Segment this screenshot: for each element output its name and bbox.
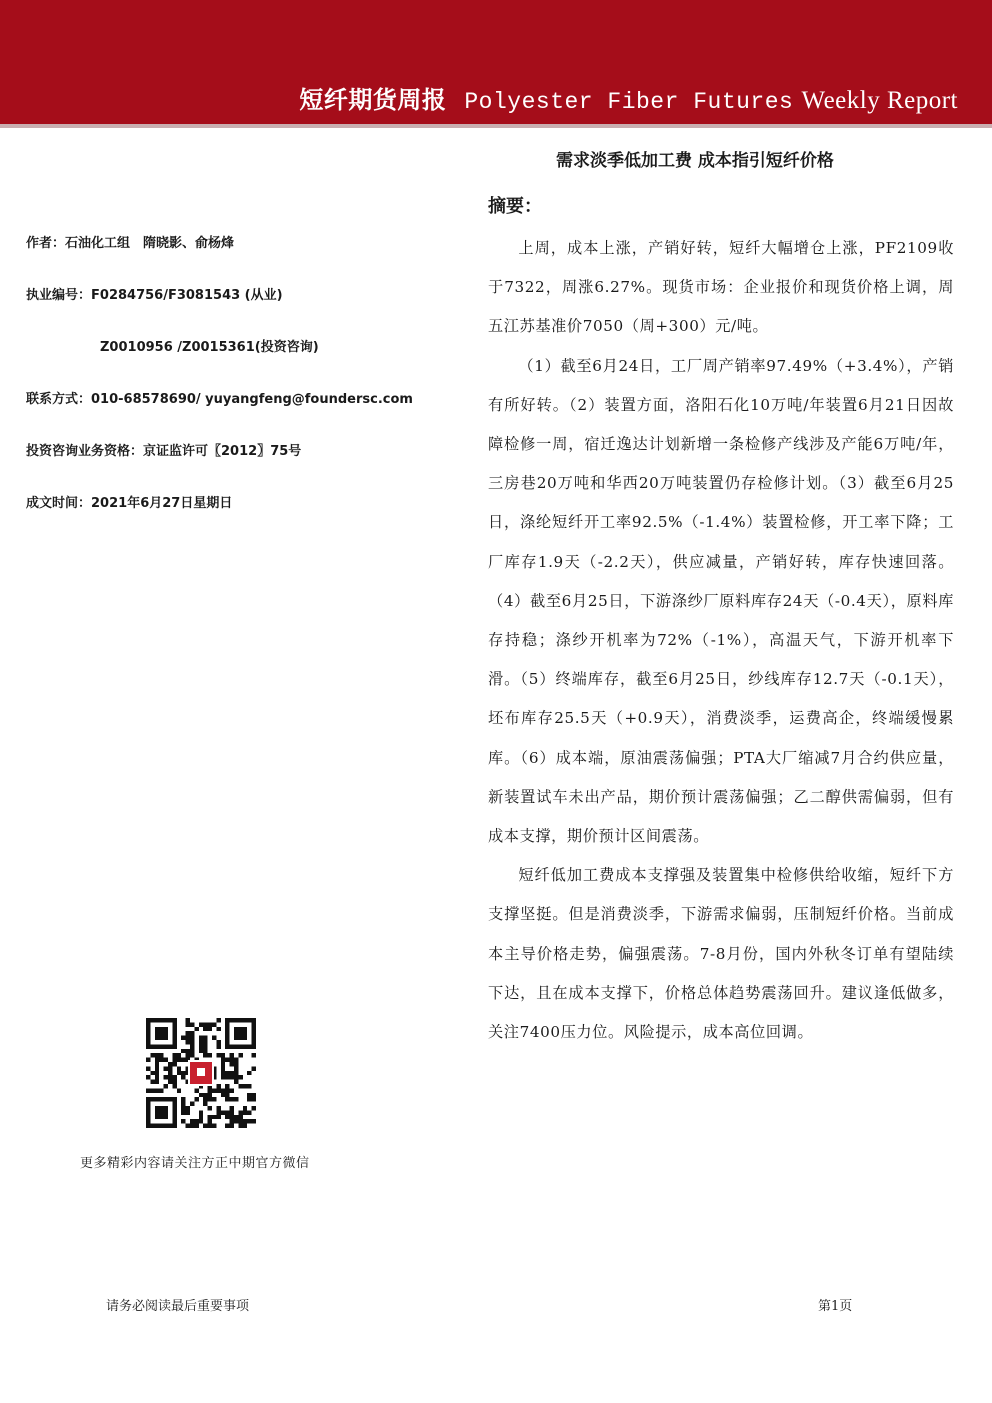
- license-label: 执业编号：: [26, 288, 92, 303]
- qr-caption: 更多精彩内容请关注方正中期官方微信: [80, 1156, 310, 1171]
- header-divider: [0, 124, 992, 128]
- title-en: Polyester Fiber Futures: [464, 89, 794, 115]
- qualification-value: 京证监许可〖2012〗75号: [143, 444, 302, 459]
- date-row: [26, 492, 232, 511]
- footer-disclaimer-note: 请务必阅读最后重要事项: [106, 1299, 250, 1314]
- qualification-label: 投资咨询业务资格：: [26, 444, 144, 459]
- title-en-weekly: Weekly Report: [801, 87, 958, 114]
- summary-paragraph: （1）截至6月24日，工厂周产销率97.49%（+3.4%），产销有所好转。（2）装置方面，洛阳石化10万吨/年装置6月21日因故障检修一周，宿迁逸达计划新增一条检修产线涉及产能6万吨/年，三房巷20万吨和华西20万吨装置仍存检修计划。（3）截至6月25日，涤纶短纤开工率92.5%（-1.4%）装置检修，开工率下降；工厂库存1.9天（-2.2天），供应减量，产销好转，库存快速回落。（4）截至6月25日，下游涤纱厂原料库存24天（-0.4天），原料库存持稳；涤纱开机率为72%（-1%），高温天气，下游开机率下滑。（5）终端库存，截至6月25日，纱线库存12.7天（-0.1天），坯布库存25.5天（+0.9天），消费淡季，运费高企，终端缓慢累库。（6）成本端，原油震荡偏强；PTA大厂缩减7月合约供应量，新装置试车未出产品，期价预计震荡偏强；乙二醇供需偏弱，但有成本支撑，期价预计区间震荡。: [488, 356, 954, 846]
- author-row: [26, 232, 234, 251]
- date-value: 2021年6月27日星期日: [91, 496, 233, 511]
- contact-row: [26, 388, 413, 407]
- header-band: [0, 0, 992, 124]
- license-row: [26, 284, 283, 303]
- summary-heading: 摘要：: [488, 196, 542, 217]
- contact-value: 010-68578690/ yuyangfeng@foundersc.com: [91, 392, 413, 407]
- license-value: F0284756/F3081543 (从业): [91, 288, 283, 303]
- author-value: 石油化工组 隋晓影、俞杨烽: [65, 236, 235, 251]
- qualification-row: [26, 440, 301, 459]
- page-number: 第1页: [818, 1299, 853, 1314]
- qr-code-icon: [146, 1018, 256, 1128]
- summary-paragraph: 短纤低加工费成本支撑强及装置集中检修供给收缩，短纤下方支撑坚挺。但是消费淡季，下游需求偏弱，压制短纤价格。当前成本主导价格走势，偏强震荡。7-8月份，国内外秋冬订单有望陆续下达，且在成本支撑下，价格总体趋势震荡回升。建议逢低做多，关注7400压力位。风险提示，成本高位回调。: [488, 866, 954, 1042]
- author-label: 作者：: [26, 236, 66, 251]
- title-cn: 短纤期货周报: [299, 86, 447, 114]
- date-label: 成文时间：: [26, 496, 92, 511]
- report-title: 需求淡季低加工费 成本指引短纤价格: [556, 151, 834, 171]
- license-value-2: Z0010956 /Z0015361(投资咨询): [100, 340, 319, 355]
- report-series-title: [299, 80, 958, 115]
- summary-body: [488, 229, 954, 1052]
- contact-label: 联系方式：: [26, 392, 92, 407]
- summary-paragraph: 上周，成本上涨，产销好转，短纤大幅增仓上涨，PF2109收于7322，周涨6.27%。现货市场：企业报价和现货价格上调，周五江苏基准价7050（周+300）元/吨。: [488, 239, 954, 336]
- license-row-2: [100, 336, 319, 355]
